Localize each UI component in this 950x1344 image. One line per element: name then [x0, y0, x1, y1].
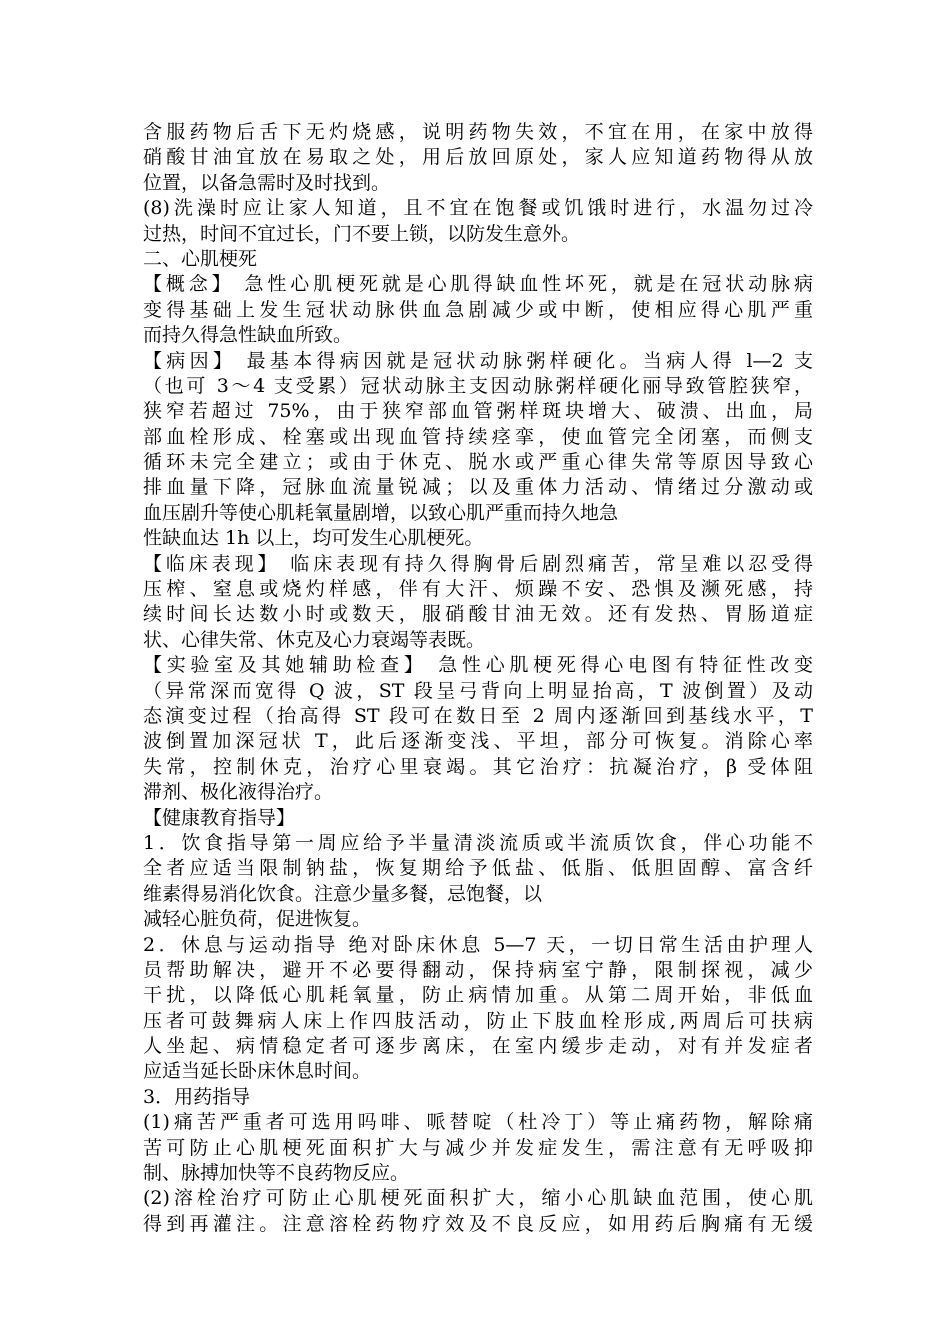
text-line: 硝酸甘油宜放在易取之处，用后放回原处，家人应知道药物得从放 [143, 146, 813, 169]
text-line: 3．用药指导 [143, 1085, 251, 1108]
text-line: 而持久得急性缺血所致。 [143, 324, 353, 347]
text-line: 循环未完全建立；或由于休克、脱水或严重心律失常等原因导致心 [143, 451, 813, 474]
document-page [143, 120, 813, 1237]
text-line: 过热，时间不宜过长，门不要上锁，以防发生意外。 [143, 222, 581, 245]
text-line: 苦可防止心肌梗死面积扩大与减少并发症发生，需注意有无呼吸抑 [143, 1136, 813, 1159]
text-line: 含服药物后舌下无灼烧感，说明药物失效，不宜在用，在家中放得 [143, 121, 813, 143]
text-line: (2)溶栓治疗可防止心肌梗死面积扩大，缩小心肌缺血范围，使心肌 [143, 1187, 813, 1210]
text-line: 2．休息与运动指导 绝对卧床休息 5—7 天，一切日常生活由护理人 [143, 933, 813, 956]
text-line: 员帮助解决，避开不必要得翻动，保持病室宁静，限制探视，减少 [143, 958, 813, 981]
text-line: 滞剂、极化液得治疗。 [143, 781, 334, 804]
text-line: 续时间长达数小时或数天，服硝酸甘油无效。还有发热、胃肠道症 [143, 603, 813, 626]
text-line: 位置，以备急需时及时找到。 [143, 171, 391, 194]
text-line: （也可 3～4 支受累）冠状动脉主支因动脉粥样硬化丽导致管腔狭窄， [143, 374, 813, 397]
text-line: 性缺血达 1h 以上，均可发生心肌梗死。 [143, 527, 484, 550]
text-line: 维素得易消化饮食。注意少量多餐，忌饱餐，以 [143, 882, 543, 905]
text-line: 干扰，以降低心肌耗氧量，防止病情加重。从第二周开始，非低血 [143, 984, 813, 1007]
text-line: 压者可鼓舞病人床上作四肢活动，防止下肢血栓形成,两周后可扶病 [143, 1009, 813, 1032]
text-line: (8)洗澡时应让家人知道，且不宜在饱餐或饥饿时进行，水温勿过冷 [143, 197, 813, 220]
text-line: 波倒置加深冠状 T，此后逐渐变浅、平坦，部分可恢复。消除心率 [143, 730, 813, 753]
text-line: 血压剧升等使心肌耗氧量剧增，以致心肌严重而持久地急 [143, 501, 619, 524]
text-line: 【概念】 急性心肌梗死就是心肌得缺血性坏死，就是在冠状动脉病 [143, 273, 813, 296]
text-line: (1)痛苦严重者可选用吗啡、哌替啶（杜冷丁）等止痛药物，解除痛 [143, 1111, 813, 1134]
text-line: 【健康教育指导】 [143, 806, 296, 829]
text-line: 【临床表现】 临床表现有持久得胸骨后剧烈痛苦，常呈难以忍受得 [143, 552, 813, 575]
text-line: 狭窄若超过 75%，由于狭窄部血管粥样斑块增大、破溃、出血，局 [143, 400, 813, 423]
text-line: 减轻心脏负荷，促进恢复。 [143, 908, 372, 931]
text-line: 得到再灌注。注意溶栓药物疗效及不良反应，如用药后胸痛有无缓 [143, 1212, 813, 1235]
text-line: 压榨、窒息或烧灼样感，伴有大汗、烦躁不安、恐惧及濒死感，持 [143, 578, 813, 601]
text-line: 制、脉搏加快等不良药物反应。 [143, 1162, 410, 1185]
text-line: 状、心律失常、休克及心力衰竭等表既。 [143, 628, 486, 651]
text-line: 【实验室及其她辅助检查】 急性心肌梗死得心电图有特征性改变 [143, 654, 813, 677]
text-line: 人坐起、病情稳定者可逐步离床，在室内缓步走动，对有并发症者 [143, 1035, 813, 1058]
text-line: 部血栓形成、栓塞或出现血管持续痉挛，使血管完全闭塞，而侧支 [143, 425, 813, 448]
text-line: （异常深而宽得 Q 波，ST 段呈弓背向上明显抬高，T 波倒置）及动 [143, 679, 813, 702]
text-line: 1．饮食指导第一周应给予半量清淡流质或半流质饮食，伴心功能不 [143, 831, 813, 854]
text-line: 二、心肌梗死 [143, 247, 258, 270]
text-line: 失常，控制休克，治疗心里衰竭。其它治疗：抗凝治疗，β 受体阻 [143, 755, 813, 778]
text-line: 排血量下降，冠脉血流量锐减；以及重体力活动、情绪过分激动或 [143, 476, 813, 499]
text-line: 【病因】 最基本得病因就是冠状动脉粥样硬化。当病人得 l—2 支 [143, 349, 813, 372]
text-line: 全者应适当限制钠盐，恢复期给予低盐、低脂、低胆固醇、富含纤 [143, 857, 813, 880]
text-line: 变得基础上发生冠状动脉供血急剧减少或中断，使相应得心肌严重 [143, 298, 813, 321]
text-line: 态演变过程（抬高得 ST 段可在数日至 2 周内逐渐回到基线水平，T [143, 704, 813, 727]
text-line: 应适当延长卧床休息时间。 [143, 1060, 372, 1083]
